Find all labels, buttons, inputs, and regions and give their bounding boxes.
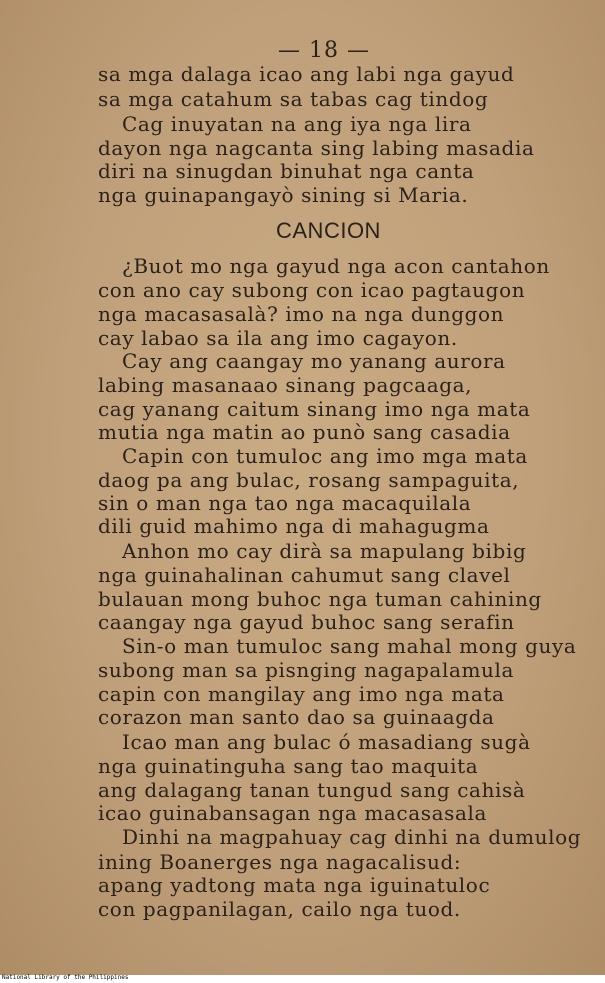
- cancion-line: corazon man santo dao sa guinaagda: [98, 705, 495, 729]
- cancion-line: labing masanaao sinang pagcaaga,: [98, 373, 473, 397]
- cancion-line: daog pa ang bulac, rosang sampaguita,: [98, 468, 520, 492]
- footer-credit: National Library of the Philippines: [2, 974, 129, 981]
- verse-line: Cag inuyatan na ang iya nga lira: [122, 112, 472, 136]
- cancion-line: nga guinahalinan cahumut sang clavel: [98, 563, 511, 587]
- cancion-line: Dinhi na magpahuay cag dinhi na dumulog: [122, 825, 582, 849]
- cancion-line: subong man sa pisnging nagapalamula: [98, 658, 515, 682]
- cancion-line: Icao man ang bulac ó masadiang sugà: [122, 730, 531, 754]
- cancion-line: icao guinabansagan nga macasasala: [98, 801, 488, 825]
- verse-line: dayon nga nagcanta sing labing masadia: [98, 136, 535, 160]
- cancion-line: cay labao sa ila ang imo cagayon.: [98, 326, 458, 350]
- cancion-line: ang dalagang tanan tungud sang cahisà: [98, 778, 526, 802]
- cancion-line: ining Boanerges nga nagacalisud:: [98, 850, 462, 874]
- cancion-line: con pagpanilagan, cailo nga tuod.: [98, 897, 461, 921]
- verse-line: sa mga catahum sa tabas cag tindog: [98, 87, 489, 111]
- cancion-line: sin o man nga tao nga macaquilala: [98, 491, 472, 515]
- cancion-line: con ano cay subong con icao pagtaugon: [98, 278, 526, 302]
- cancion-line: Cay ang caangay mo yanang aurora: [122, 349, 506, 373]
- cancion-line: caangay nga gayud buhoc sang serafin: [98, 610, 515, 634]
- verse-line: diri na sinugdan binuhat nga canta: [98, 159, 475, 183]
- cancion-line: apang yadtong mata nga iguinatuloc: [98, 873, 491, 897]
- page-number: — 18 —: [278, 38, 370, 63]
- cancion-line: bulauan mong buhoc nga tuman cahining: [98, 587, 542, 611]
- cancion-line: mutia nga matin ao punò sang casadia: [98, 420, 511, 444]
- section-heading: CANCION: [276, 218, 381, 243]
- cancion-line: nga macasasalà? imo na nga dunggon: [98, 302, 505, 326]
- cancion-line: Sin-o man tumuloc sang mahal mong guya: [122, 634, 577, 658]
- cancion-line: cag yanang caitum sinang imo nga mata: [98, 397, 531, 421]
- cancion-line: dili guid mahimo nga di mahagugma: [98, 514, 490, 538]
- footer-bar: [0, 975, 605, 983]
- cancion-line: Anhon mo cay dirà sa mapulang bibig: [122, 539, 527, 563]
- cancion-line: nga guinatinguha sang tao maquita: [98, 754, 479, 778]
- cancion-line: ¿Buot mo nga gayud nga acon cantahon: [122, 254, 550, 278]
- cancion-line: capin con mangilay ang imo nga mata: [98, 682, 505, 706]
- verse-line: sa mga dalaga icao ang labi nga gayud: [98, 62, 515, 86]
- verse-line: nga guinapangayò sining si Maria.: [98, 183, 469, 207]
- cancion-line: Capin con tumuloc ang imo mga mata: [122, 444, 528, 468]
